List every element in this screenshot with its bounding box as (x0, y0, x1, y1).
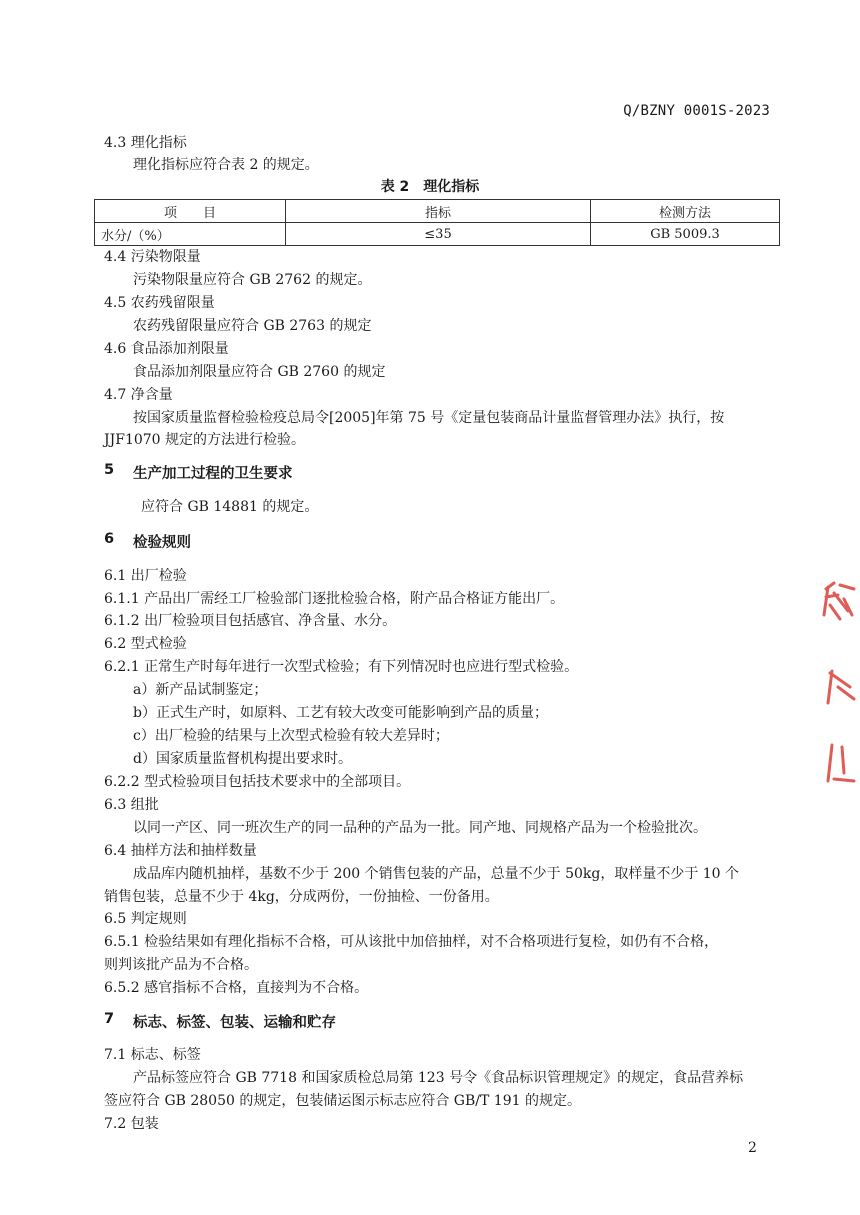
section-7-1-title: 7.1 标志、标签 (104, 1047, 201, 1063)
section-7-1-body-line2: 签应符合 GB 28050 的规定，包装储运图示标志应符合 GB/T 191 的规定。 (104, 1093, 581, 1109)
section-6-2-1: 6.2.1 正常生产时每年进行一次型式检验；有下列情况时也应进行型式检验。 (104, 659, 579, 675)
section-6-2-title: 6.2 型式检验 (104, 636, 187, 652)
section-4-5-title: 4.5 农药残留限量 (104, 295, 215, 311)
list-item: d）国家质量监督机构提出要求时。 (133, 751, 352, 767)
section-5-title: 生产加工过程的卫生要求 (133, 466, 293, 482)
list-item: c）出厂检验的结果与上次型式检验有较大差异时； (133, 728, 449, 744)
section-4-6-title: 4.6 食品添加剂限量 (104, 341, 229, 357)
seal-stamp-fragment (814, 575, 860, 805)
section-7-2-title: 7.2 包装 (104, 1116, 159, 1132)
section-6-title: 检验规则 (133, 535, 191, 551)
section-5-number: 5 (104, 462, 115, 478)
list-item: b）正式生产时，如原料、工艺有较大改变可能影响到产品的质量； (133, 705, 548, 721)
section-6-1-1: 6.1.1 产品出厂需经工厂检验部门逐批检验合格，附产品合格证方能出厂。 (104, 591, 565, 607)
section-4-7-body-line2: JJF1070 规定的方法进行检验。 (104, 432, 306, 448)
section-6-3-body: 以同一产区、同一班次生产的同一品种的产品为一批。同产地、同规格产品为一个检验批次。 (133, 820, 707, 836)
section-7-number: 7 (104, 1011, 115, 1027)
section-7-1-body-line1: 产品标签应符合 GB 7718 和国家质检总局第 123 号令《食品标识管理规定》的规定，食品营养标 (133, 1070, 744, 1086)
table-header-method: 检测方法 (591, 200, 780, 223)
table-header-indicator: 指标 (286, 200, 591, 223)
section-6-5-title: 6.5 判定规则 (104, 911, 187, 927)
list-item: a）新产品试制鉴定； (133, 682, 268, 698)
document-code: Q/BZNY 0001S-2023 (623, 103, 770, 119)
section-4-4-title: 4.4 污染物限量 (104, 249, 201, 265)
section-4-3-body: 理化指标应符合表 2 的规定。 (133, 157, 319, 173)
table-cell-method: GB 5009.3 (591, 223, 780, 246)
section-6-5-1-line2: 则判该批产品为不合格。 (104, 957, 258, 973)
section-6-4-body-line1: 成品库内随机抽样，基数不少于 200 个销售包装的产品，总量不少于 50kg，取样量不少于 10 个 (133, 866, 740, 882)
table-cell-item: 水分/（%） (95, 223, 286, 246)
section-6-2-2: 6.2.2 型式检验项目包括技术要求中的全部项目。 (104, 774, 411, 790)
section-4-7-title: 4.7 净含量 (104, 387, 173, 403)
section-6-3-title: 6.3 组批 (104, 797, 159, 813)
section-6-4-body-line2: 销售包装，总量不少于 4kg，分成两份，一份抽检、一份备用。 (104, 889, 499, 905)
table-row (95, 223, 780, 246)
section-4-6-body: 食品添加剂限量应符合 GB 2760 的规定 (133, 364, 386, 380)
table-2-caption: 表 2 理化指标 (380, 179, 480, 195)
page-number: 2 (748, 1140, 757, 1156)
table-header-row (95, 200, 780, 223)
section-6-5-1-line1: 6.5.1 检验结果如有理化指标不合格，可从该批中加倍抽样，对不合格项进行复检，如仍有不合格， (104, 934, 719, 950)
section-4-4-body: 污染物限量应符合 GB 2762 的规定。 (133, 272, 372, 288)
section-4-3-title: 4.3 理化指标 (104, 135, 187, 151)
section-4-5-body: 农药残留限量应符合 GB 2763 的规定 (133, 318, 372, 334)
section-5-body: 应符合 GB 14881 的规定。 (141, 499, 319, 515)
section-6-1-title: 6.1 出厂检验 (104, 568, 187, 584)
table-2 (94, 199, 780, 246)
section-7-title: 标志、标签、包装、运输和贮存 (133, 1015, 336, 1031)
table-header-item: 项 目 (95, 200, 286, 223)
section-6-4-title: 6.4 抽样方法和抽样数量 (104, 843, 257, 859)
section-6-number: 6 (104, 531, 115, 547)
section-6-1-2: 6.1.2 出厂检验项目包括感官、净含量、水分。 (104, 613, 397, 629)
section-4-7-body-line1: 按国家质量监督检验检疫总局令[2005]年第 75 号《定量包装商品计量监督管理办法》执行，按 (133, 410, 725, 426)
section-6-5-2: 6.5.2 感官指标不合格，直接判为不合格。 (104, 980, 369, 996)
table-cell-indicator: ≤35 (286, 223, 591, 246)
